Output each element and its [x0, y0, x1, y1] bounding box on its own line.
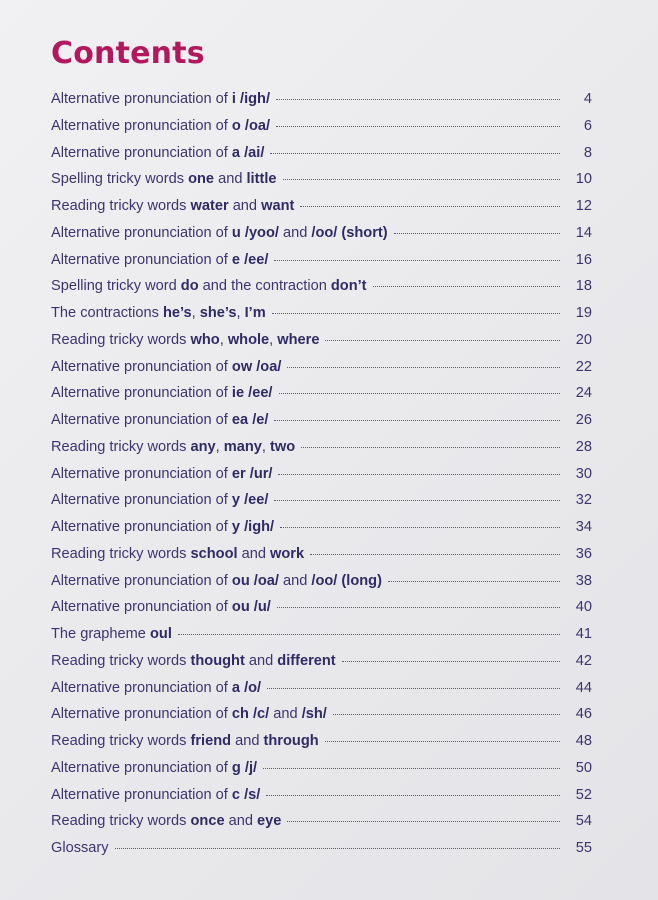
contents-entry [51, 599, 592, 626]
contents-entry [51, 653, 592, 680]
contents-entry [51, 626, 592, 653]
entry-title [51, 653, 336, 669]
entry-keyword: er /ur/ [231, 465, 273, 482]
dot-leader [274, 500, 560, 501]
contents-entry [51, 706, 592, 733]
entry-title [51, 252, 268, 268]
entry-keyword: /sh/ [301, 706, 327, 723]
dot-leader [325, 340, 560, 341]
dot-leader [178, 634, 560, 635]
entry-keyword: i /igh/ [231, 91, 271, 107]
entry-text: Reading tricky words [51, 652, 191, 669]
entry-title [51, 466, 272, 482]
entry-keyword: ie /ee/ [231, 385, 273, 402]
contents-entry [51, 760, 592, 787]
entry-keyword: do [180, 278, 199, 295]
page-number: 6 [583, 117, 592, 134]
page-number: 22 [575, 358, 592, 375]
entry-title [51, 225, 388, 241]
page-number: 44 [575, 679, 592, 696]
entry-title [51, 760, 257, 776]
entry-text: Alternative pronunciation of [51, 599, 232, 616]
page-number: 41 [575, 626, 592, 642]
entry-text: , [236, 305, 245, 321]
dot-leader [266, 795, 560, 796]
contents-entry [51, 680, 592, 707]
contents-entry [51, 840, 592, 867]
dot-leader [277, 607, 560, 608]
entry-keyword: friend [190, 733, 232, 749]
entry-text: , [215, 438, 224, 455]
entry-keyword: many [223, 438, 262, 455]
dot-leader [272, 313, 560, 314]
entry-text: , [269, 331, 278, 348]
contents-entry [51, 198, 592, 225]
entry-text: Alternative pronunciation of [51, 492, 232, 509]
dot-leader [270, 153, 560, 154]
entry-text: Reading tricky words [51, 438, 191, 455]
contents-entry [51, 171, 592, 198]
entry-title [51, 118, 270, 134]
entry-text: Reading tricky words [51, 331, 191, 348]
contents-entry [51, 145, 592, 172]
entry-keyword: where [277, 331, 320, 348]
page-number: 12 [575, 198, 592, 214]
entry-title [51, 492, 268, 508]
entry-title [51, 599, 271, 615]
entry-title [51, 519, 274, 535]
entry-text: Alternative pronunciation of [51, 706, 232, 723]
page-number: 30 [575, 465, 592, 482]
entry-title [51, 733, 319, 749]
entry-keyword: /oo/ (short) [311, 224, 388, 241]
dot-leader [267, 688, 560, 689]
contents-entry [51, 278, 592, 305]
entry-keyword: ea /e/ [231, 412, 269, 428]
entry-text: Alternative pronunciation of [51, 786, 232, 803]
contents-entry [51, 385, 592, 412]
entry-title [51, 385, 273, 401]
entry-text: Alternative pronunciation of [51, 679, 232, 696]
entry-text: Alternative pronunciation of [51, 759, 232, 776]
entry-keyword: who [190, 331, 220, 348]
dot-leader [373, 286, 560, 287]
entry-keyword: different [277, 652, 336, 669]
entry-keyword: a /o/ [231, 679, 262, 696]
entry-keyword: u /yoo/ [231, 224, 279, 241]
page-number: 32 [575, 492, 592, 509]
entry-title [51, 626, 172, 642]
entry-text: The contractions [51, 305, 163, 321]
page-number: 4 [583, 91, 592, 107]
page-number: 36 [575, 545, 592, 562]
entry-text: and [237, 545, 271, 562]
page-number: 28 [575, 438, 592, 455]
entry-title [51, 305, 266, 321]
entry-keyword: one [188, 171, 215, 188]
entry-text: Alternative pronunciation of [51, 144, 232, 161]
contents-list [51, 91, 592, 867]
entry-keyword: o /oa/ [231, 117, 271, 134]
contents-entry [51, 733, 592, 760]
entry-text: Spelling tricky words [51, 171, 189, 188]
entry-keyword: ou /u/ [231, 599, 271, 616]
entry-text: Alternative pronunciation of [51, 412, 232, 428]
dot-leader [274, 420, 560, 421]
entry-keyword: any [190, 438, 216, 455]
contents-entry [51, 466, 592, 493]
entry-title [51, 706, 327, 722]
entry-title [51, 278, 367, 294]
page-number: 42 [575, 652, 592, 669]
contents-entry [51, 787, 592, 814]
page-title: Contents [51, 36, 205, 71]
entry-text: , [191, 305, 200, 321]
dot-leader [115, 848, 560, 849]
entry-keyword: school [190, 545, 238, 562]
entry-text: and [244, 652, 278, 669]
entry-text: and [231, 733, 264, 749]
entry-text: Glossary [51, 840, 109, 856]
entry-keyword: oul [149, 626, 172, 642]
page-number: 14 [575, 224, 592, 241]
dot-leader [333, 714, 560, 715]
entry-keyword: work [270, 545, 305, 562]
dot-leader [287, 367, 560, 368]
dot-leader [325, 741, 560, 742]
entry-keyword: y /igh/ [231, 519, 275, 535]
page-number: 19 [575, 305, 592, 321]
page-number: 24 [575, 385, 592, 402]
entry-title [51, 359, 281, 375]
entry-title [51, 145, 264, 161]
entry-text: Reading tricky words [51, 733, 191, 749]
entry-text: Reading tricky words [51, 198, 191, 214]
dot-leader [276, 126, 560, 127]
entry-text: Spelling tricky word [51, 278, 181, 295]
entry-text: and [278, 224, 312, 241]
contents-entry [51, 252, 592, 279]
contents-entry [51, 305, 592, 332]
dot-leader [300, 206, 560, 207]
entry-text: Alternative pronunciation of [51, 358, 232, 375]
entry-keyword: whole [227, 331, 270, 348]
contents-entry [51, 492, 592, 519]
page-number: 54 [575, 813, 592, 830]
entry-keyword: he’s [162, 305, 192, 321]
entry-text: and [224, 813, 258, 830]
page-number: 16 [575, 251, 592, 268]
entry-text: Alternative pronunciation of [51, 251, 232, 268]
contents-entry [51, 546, 592, 573]
entry-keyword: thought [190, 652, 245, 669]
contents-entry [51, 91, 592, 118]
entry-text: The grapheme [51, 626, 150, 642]
page-number: 10 [575, 171, 592, 188]
page-number: 26 [575, 412, 592, 428]
page-number: 50 [575, 759, 592, 776]
entry-text: Reading tricky words [51, 545, 191, 562]
entry-keyword: /oo/ (long) [311, 572, 382, 589]
page-number: 46 [575, 706, 592, 723]
dot-leader [279, 393, 561, 394]
contents-entry [51, 359, 592, 386]
entry-text: Alternative pronunciation of [51, 519, 232, 535]
page-number: 48 [575, 733, 592, 749]
contents-entry [51, 225, 592, 252]
contents-entry [51, 813, 592, 840]
entry-keyword: ch /c/ [231, 706, 270, 723]
dot-leader [394, 233, 560, 234]
dot-leader [342, 661, 560, 662]
page-number: 38 [575, 572, 592, 589]
entry-keyword: through [263, 733, 319, 749]
entry-text: Alternative pronunciation of [51, 91, 232, 107]
entry-keyword: don’t [330, 278, 367, 295]
entry-text: Alternative pronunciation of [51, 117, 232, 134]
entry-keyword: c /s/ [231, 786, 261, 803]
dot-leader [263, 768, 560, 769]
entry-keyword: eye [257, 813, 282, 830]
entry-title [51, 171, 277, 187]
dot-leader [283, 179, 561, 180]
entry-keyword: two [270, 438, 296, 455]
entry-text: and [278, 572, 312, 589]
entry-text: and [269, 706, 302, 723]
dot-leader [388, 581, 560, 582]
entry-text: and the contraction [198, 278, 331, 295]
dot-leader [310, 554, 560, 555]
entry-title [51, 680, 261, 696]
entry-title [51, 813, 281, 829]
dot-leader [274, 260, 560, 261]
contents-entry [51, 573, 592, 600]
contents-entry [51, 332, 592, 359]
entry-text: , [261, 438, 271, 455]
entry-title [51, 412, 268, 428]
entry-keyword: ow /oa/ [231, 358, 282, 375]
page-number: 40 [575, 599, 592, 616]
entry-title [51, 91, 270, 107]
contents-entry [51, 439, 592, 466]
entry-keyword: I’m [244, 305, 266, 321]
dot-leader [287, 821, 560, 822]
entry-keyword: want [261, 198, 295, 214]
entry-text: Reading tricky words [51, 813, 191, 830]
dot-leader [280, 527, 560, 528]
dot-leader [278, 474, 560, 475]
entry-text: Alternative pronunciation of [51, 572, 232, 589]
dot-leader [301, 447, 560, 448]
entry-keyword: water [190, 198, 229, 214]
entry-keyword: little [246, 171, 277, 188]
entry-title [51, 332, 319, 348]
entry-title [51, 787, 260, 803]
entry-text: Alternative pronunciation of [51, 224, 232, 241]
entry-keyword: ou /oa/ [231, 572, 279, 589]
entry-keyword: once [190, 813, 225, 830]
page-number: 34 [575, 519, 592, 535]
contents-entry [51, 412, 592, 439]
entry-title [51, 573, 382, 589]
dot-leader [276, 99, 560, 100]
page-number: 20 [575, 331, 592, 348]
entry-text: , [219, 331, 228, 348]
page-number: 55 [575, 840, 592, 856]
entry-keyword: e /ee/ [231, 251, 269, 268]
entry-title [51, 840, 109, 856]
page-number: 8 [583, 144, 592, 161]
entry-text: Alternative pronunciation of [51, 465, 232, 482]
entry-title [51, 439, 295, 455]
entry-text: and [214, 171, 247, 188]
contents-entry [51, 118, 592, 145]
entry-text: and [228, 198, 262, 214]
page-number: 18 [575, 278, 592, 295]
entry-title [51, 546, 304, 562]
entry-title [51, 198, 294, 214]
entry-keyword: y /ee/ [231, 492, 269, 509]
contents-entry [51, 519, 592, 546]
entry-keyword: she’s [199, 305, 237, 321]
entry-text: Alternative pronunciation of [51, 385, 232, 402]
entry-keyword: g /j/ [231, 759, 258, 776]
page-number: 52 [575, 786, 592, 803]
entry-keyword: a /ai/ [231, 144, 265, 161]
